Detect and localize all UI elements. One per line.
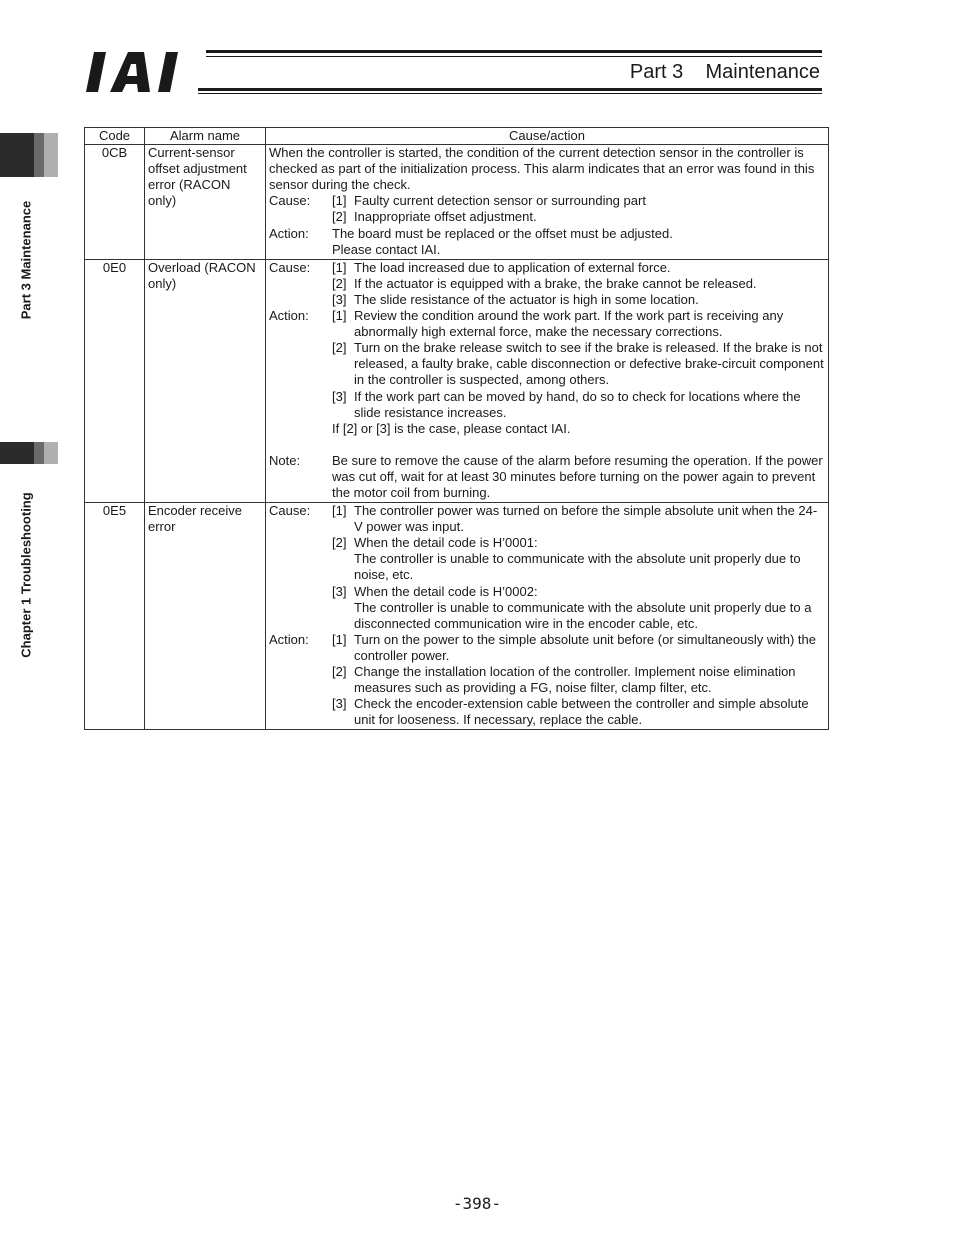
table-row	[85, 145, 829, 260]
alarm-code: 0E0	[85, 259, 145, 502]
cause-action-cell	[266, 503, 829, 730]
action-label: Action:	[269, 225, 309, 241]
cause-label: Cause:	[269, 503, 311, 519]
note-label: Note:	[269, 452, 301, 468]
cause-item: [2] If the actuator is equipped with a brake, the brake cannot be released.	[332, 275, 757, 291]
cause-item: [2] Inappropriate offset adjustment.	[332, 209, 537, 225]
action-item: [1] Turn on the power to the simple absolute unit before (or simultaneously with) the controller power.	[332, 631, 816, 663]
action-item: [2] Turn on the brake release switch to see if the brake is released. If the brake is not released, a faulty brake, cable disconnection or defective brake-circuit component in the controller is suspected, among others.	[332, 340, 824, 388]
section-title: Part 3 Maintenance	[629, 61, 820, 83]
header-rule-top	[206, 50, 822, 53]
cause-action-cell	[266, 259, 829, 502]
action-item: [2] Change the installation location of the controller. Implement noise elimination measures such as providing a FG, noise filter, clamp filter, etc.	[332, 664, 796, 696]
action-label: Action:	[269, 308, 309, 324]
action-line: Please contact IAI.	[332, 241, 441, 257]
note-text: Be sure to remove the cause of the alarm before resuming the operation. If the power was cut off, wait for at least 30 minutes before turning on the power again to prevent the motor coil from burning.	[332, 452, 823, 500]
alarm-description: When the controller is started, the condition of the current detection sensor in the controller is checked as part of the initialization process. This alarm indicates that an error was found in this sensor during the check.	[269, 145, 815, 193]
cause-label: Cause:	[269, 259, 311, 275]
alarm-code: 0CB	[85, 145, 145, 260]
header-rule-top-thin	[206, 56, 822, 57]
action-item: [1] Review the condition around the work part. If the work part is receiving any abnormally high external force, make the necessary corrections.	[332, 308, 784, 340]
action-line: The board must be replaced or the offset must be adjusted.	[332, 225, 673, 241]
page-number: -398-	[452, 1194, 502, 1213]
alarm-name: Current-sensor offset adjustment error (RACON only)	[145, 145, 266, 260]
header-cause-action: Cause/action	[266, 128, 829, 145]
header-rule-bottom-thin	[198, 93, 822, 94]
action-item: [3] If the work part can be moved by hand, do so to check for locations where the slide resistance increases.	[332, 388, 801, 420]
cause-item: [3] When the detail code is H’0002: The controller is unable to communicate with the absolute unit properly due to a disconnected communication wire in the encoder cable, etc.	[332, 583, 812, 631]
part-side-label: Part 3 Maintenance	[18, 200, 34, 320]
alarm-name: Encoder receive error	[145, 503, 266, 730]
cause-action-cell	[266, 145, 829, 260]
cause-item: [3] The slide resistance of the actuator is high in some location.	[332, 291, 699, 307]
header-code: Code	[85, 128, 145, 145]
table-row	[85, 503, 829, 730]
cause-label: Cause:	[269, 193, 311, 209]
header-rule-bottom	[198, 88, 822, 91]
chapter-tab-marker	[0, 442, 58, 464]
table-header-row	[85, 128, 829, 145]
part-tab-marker	[0, 133, 58, 177]
cause-item: [1] The load increased due to application of external force.	[332, 259, 671, 275]
alarm-table	[84, 127, 829, 730]
chapter-side-label: Chapter 1 Troubleshooting	[18, 492, 34, 658]
alarm-code: 0E5	[85, 503, 145, 730]
header-alarm-name: Alarm name	[145, 128, 266, 145]
action-item: [3] Check the encoder-extension cable between the controller and simple absolute unit for looseness. If necessary, replace the cable.	[332, 696, 809, 728]
table-row	[85, 259, 829, 502]
cause-item: [2] When the detail code is H’0001: The controller is unable to communicate with the absolute unit properly due to noise, etc.	[332, 535, 801, 583]
cause-item: [1] Faulty current detection sensor or surrounding part	[332, 193, 646, 209]
cause-item: [1] The controller power was turned on before the simple absolute unit when the 24-V power was input.	[332, 503, 818, 535]
action-label: Action:	[269, 631, 309, 647]
iai-logo	[84, 50, 196, 94]
action-tail: If [2] or [3] is the case, please contact IAI.	[332, 420, 571, 436]
alarm-name: Overload (RACON only)	[145, 259, 266, 502]
